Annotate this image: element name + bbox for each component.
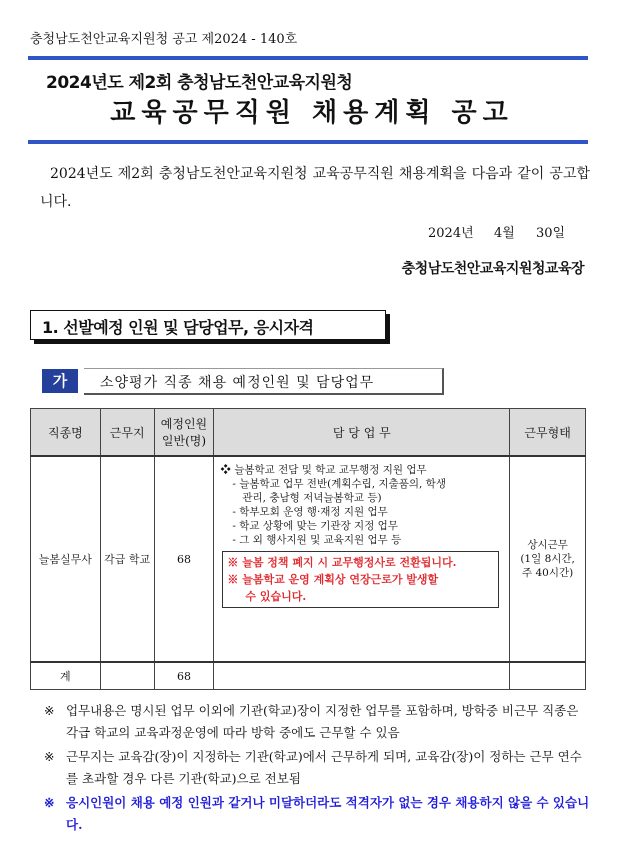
cell-job: 늘봄실무사 — [31, 456, 101, 662]
duty-line: - 늘봄학교 업무 전반(계획수립, 지출품의, 학생 — [232, 478, 446, 490]
cell-duty — [214, 456, 510, 662]
header-count-line1: 예정인원 — [160, 417, 208, 431]
header-place: 근무지 — [100, 409, 154, 457]
duty-line: - 학교 상황에 맞는 기관장 지정 업무 — [232, 520, 398, 532]
intro-paragraph: 2024년도 제2회 충청남도천안교육지원청 교육공무직원 채용계획을 다음과 같이 공고합니다. — [40, 166, 590, 210]
duty-line: ❖ 늘봄학교 전담 및 학교 교무행정 지원 업무 — [220, 464, 427, 476]
header-worktype: 근무형태 — [510, 409, 586, 457]
header-count — [154, 409, 214, 457]
note-text: 근무지는 교육감(장)이 지정하는 기관(학교)에서 근무하게 되며, 교육감(장)이 정하는 근무 연수를 초과할 경우 다른 기관(학교)으로 전보됨 — [66, 749, 582, 786]
warning-line: ※ 늘봄학교 운영 계획상 연장근로가 발생할 — [227, 573, 439, 586]
table-row — [31, 456, 586, 662]
header-count-line2: 일반(명) — [161, 434, 207, 448]
note-mark: ※ — [44, 703, 55, 718]
subsection-badge: 가 — [42, 369, 78, 393]
worktype-line: 상시근무 — [527, 539, 568, 551]
date-month: 4월 — [494, 226, 515, 241]
note-item-emphasis — [44, 792, 592, 836]
header-duty: 담 당 업 무 — [214, 409, 510, 457]
note-item — [44, 746, 592, 790]
note-item — [44, 700, 592, 744]
cell-count: 68 — [154, 456, 214, 662]
duty-line: - 학부모회 운영 행·재정 지원 업무 — [232, 506, 388, 518]
duty-line: - 그 외 행사지원 및 교육지원 업무 등 — [232, 534, 402, 546]
note-mark: ※ — [44, 749, 55, 764]
worktype-line: (1일 8시간, — [520, 553, 575, 565]
date-day: 30일 — [536, 226, 566, 241]
notes — [44, 700, 592, 838]
page-title: 교육공무직원 채용계획 공고 — [110, 98, 514, 128]
section-title: 1. 선발예정 인원 및 담당업무, 응시자격 — [42, 318, 314, 337]
total-empty — [100, 662, 154, 690]
subsection-title: 소양평가 직종 채용 예정인원 및 담당업무 — [100, 375, 375, 391]
total-empty — [510, 662, 586, 690]
table-header-row — [31, 409, 586, 457]
header-job: 직종명 — [31, 409, 101, 457]
table-total-row — [31, 662, 586, 690]
notice-number: 충청남도천안교육지원청 공고 제2024 - 140호 — [30, 32, 298, 47]
warning-line: 수 있습니다. — [245, 590, 307, 603]
cell-place: 각급 학교 — [100, 456, 154, 662]
warning-box — [222, 551, 499, 608]
recruitment-table — [30, 408, 586, 690]
title-subtitle: 2024년도 제2회 충청남도천안교육지원청 — [46, 73, 353, 93]
issuer: 충청남도천안교육지원청교육장 — [401, 261, 584, 277]
worktype-line: 주 40시간) — [521, 567, 574, 579]
date-year: 2024년 — [428, 226, 474, 241]
total-label: 계 — [31, 662, 101, 690]
total-empty — [214, 662, 510, 690]
note-text: 응시인원이 채용 예정 인원과 같거나 미달하더라도 적격자가 없는 경우 채용하지 않을 수 있습니다. — [66, 795, 590, 832]
note-mark: ※ — [44, 795, 55, 810]
note-text: 업무내용은 명시된 업무 이외에 기관(학교)장이 지정한 업무를 포함하며, 방학중 비근무 직종은 각급 학교의 교육과정운영에 따라 방학 중에도 근무할 수 있음 — [66, 703, 579, 740]
warning-line: ※ 늘봄 정책 폐지 시 교무행정사로 전환됩니다. — [227, 556, 457, 569]
total-count: 68 — [154, 662, 214, 690]
cell-worktype — [510, 456, 586, 662]
duty-line: 관리, 충남형 저녁늘봄학교 등) — [242, 492, 382, 504]
